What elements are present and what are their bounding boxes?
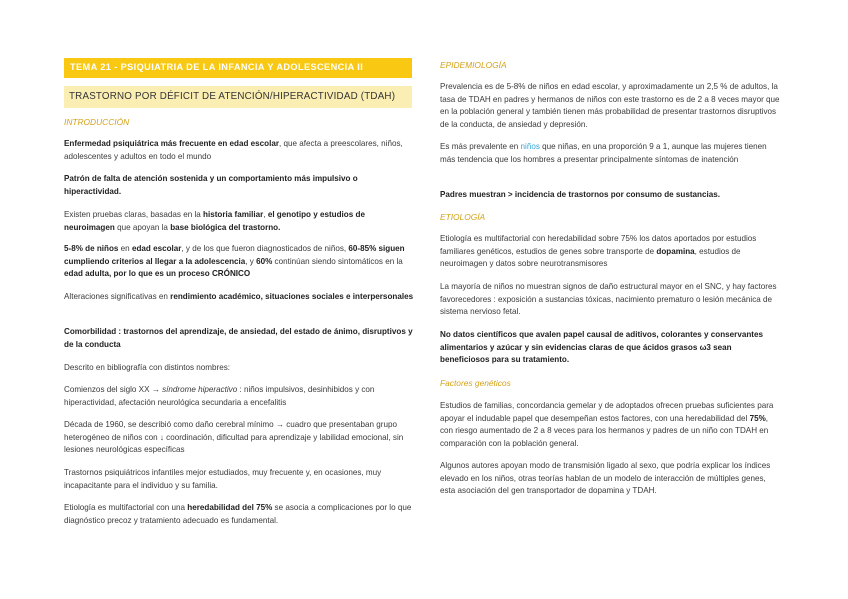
intro-p6: Comorbilidad : trastornos del aprendizaje, de ansiedad, del estado de ánimo, disruptivos y de la conducta (64, 327, 413, 349)
intro-p8: Comienzos del siglo XX → síndrome hiperactivo : niños impulsivos, desinhibidos y con hiperactividad, afectación neurológica secundaria a encefalitis (64, 385, 375, 407)
gen-p1: Estudios de familias, concordancia gemelar y de adoptados ofrecen pruebas suficientes para apoyar el indudable papel que desempeñan estos factores, con una heredabilidad del 75%, con riesgo aumentado de 2 a 8 veces para los hermanos y padres de un niño con TDAH en comparación con la población general. (440, 401, 774, 448)
epi-p2: Es más prevalente en niños que niñas, en una proporción 9 a 1, aunque las mujeres tienen más tendencia que los hombres a presentar principalmente síntomas de inatención (440, 142, 767, 164)
intro-p7: Descrito en bibliografía con distintos nombres: (64, 363, 231, 372)
etiology-heading: ETIOLOGÍA (440, 212, 486, 222)
epi-p1: Prevalencia es de 5-8% de niños en edad escolar, y aproximadamente un 2,5 % de adultos, la tasa de TDAH en padres y hermanos de niños con este trastorno es de 2 a 8 veces mayor que en la población general y también tienen más probabilidad de presentar trastornos disruptivos de la conducta, de ansiedad y depresión. (440, 82, 780, 129)
subtitle: TRASTORNO POR DÉFICIT DE ATENCIÓN/HIPERACTIVIDAD (TDAH) (69, 91, 396, 102)
genetic-factors-heading: Factores genéticos (440, 378, 511, 388)
eti-p1: Etiología es multifactorial con heredabilidad sobre 75% los datos aportados por estudios familiares genéticos, estudios de genes sobre transporte de dopamina, estudios de neuroimagen y datos sobre neurotransmisores (440, 234, 757, 269)
intro-p9: Década de 1960, se describió como daño cerebral mínimo → cuadro que presentaban grupo heterogéneo de niños con ↓ coordinación, dificultad para aprendizaje y labilidad emocional, sin lesiones neurológicas específicas (64, 420, 404, 455)
topic-banner (64, 58, 412, 78)
eti-p2: La mayoría de niños no muestran signos de daño estructural mayor en el SNC, y hay factores favorecedores : exposición a sustancias tóxicas, nacimiento prematuro o lesión mecánica de sistema nervioso fetal. (440, 282, 777, 317)
epi-p3: Padres muestran > incidencia de trastornos por consumo de sustancias. (440, 190, 720, 199)
gen-p2: Algunos autores apoyan modo de transmisión ligado al sexo, que podría explicar los índices elevado en los niños, otras teorías hablan de un modelo de interacción de múltiples genes, esta asociación del gen transportador de dopamina y TDAH. (440, 461, 771, 496)
subtitle-box (64, 86, 412, 108)
epidemiology-heading: EPIDEMIOLOGÍA (440, 60, 507, 70)
intro-p2: Patrón de falta de atención sostenida y un comportamiento más impulsivo o hiperactividad. (64, 174, 358, 196)
intro-heading: INTRODUCCIÓN (64, 117, 130, 127)
intro-p3: Existen pruebas claras, basadas en la historia familiar, el genotipo y estudios de neuroimagen que apoyan la base biológica del trastorno. (64, 210, 365, 232)
topic-title: TEMA 21 - PSIQUIATRIA DE LA INFANCIA Y ADOLESCENCIA II (70, 62, 364, 72)
intro-p1: Enfermedad psiquiátrica más frecuente en edad escolar, que afecta a preescolares, niños, adolescentes y adultos en todo el mundo (64, 139, 403, 161)
intro-p11: Etiología es multifactorial con una heredabilidad del 75% se asocia a complicaciones por lo que diagnóstico precoz y tratamiento adecuado es fundamental. (64, 503, 412, 525)
eti-p3: No datos científicos que avalen papel causal de aditivos, colorantes y conservantes alimentarios y azúcar y sin evidencias claras de que ácidos grasos ω3 sean beneficiosos para su tratamiento. (440, 330, 763, 365)
intro-p10: Trastornos psiquiátricos infantiles mejor estudiados, muy frecuente y, en ocasiones, muy incapacitante para el individuo y su familia. (64, 468, 382, 490)
intro-p5: Alteraciones significativas en rendimiento académico, situaciones sociales e interpersonales (64, 292, 414, 301)
intro-p4: 5-8% de niños en edad escolar, y de los que fueron diagnosticados de niños, 60-85% siguen cumpliendo criterios al llegar a la adolescencia, y 60% continúan siendo sintomáticos en la edad adulta, por lo que es un proceso CRÓNICO (64, 244, 405, 279)
